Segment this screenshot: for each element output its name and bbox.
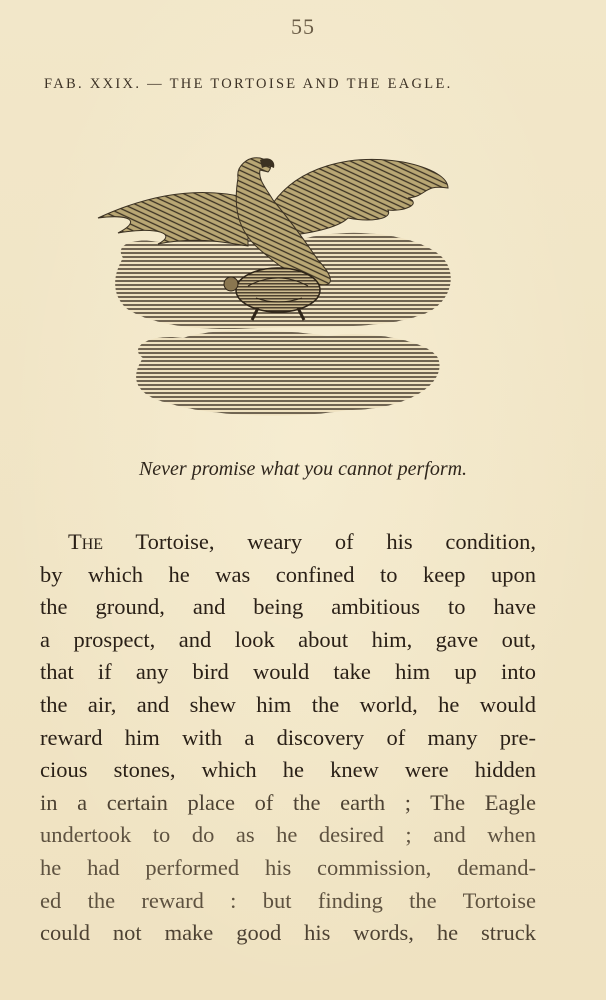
text-line: a prospect, and look about him, gave out, — [40, 626, 536, 652]
text-line: cious stones, which he knew were hidden — [40, 757, 536, 783]
text-line: reward him with a discovery of many pre- — [40, 724, 536, 750]
text-line: the air, and shew him the world, he would — [40, 691, 536, 717]
text-line: that if any bird would take him up into — [40, 659, 536, 685]
eagle-right-wing — [273, 159, 448, 236]
tortoise-shell — [236, 268, 320, 312]
text-line: The Tortoise, weary of his condition, — [68, 529, 536, 554]
text-line: by which he was confined to keep upon — [40, 561, 536, 587]
eagle-left-wing — [98, 193, 248, 246]
text-line: he had performed his commission, demand- — [40, 854, 536, 880]
page-number: 55 — [291, 14, 315, 39]
text-line: in a certain place of the earth ; The Eagle — [40, 789, 536, 815]
text-line: the ground, and being ambitious to have — [40, 594, 536, 620]
running-head: FAB. XXIX. — THE TORTOISE AND THE EAGLE. — [44, 76, 453, 92]
text-line: undertook to do as he desired ; and when — [40, 822, 536, 848]
text-line: could not make good his words, he struck — [40, 920, 536, 946]
cloud-lower — [136, 330, 439, 415]
eagle-tortoise-woodcut — [88, 148, 458, 428]
opening-word: The — [68, 529, 104, 554]
tortoise-head — [224, 277, 238, 291]
fable-moral: Never promise what you cannot perform. — [138, 458, 468, 480]
text-line: ed the reward : but finding the Tortoise — [40, 887, 536, 913]
fable-text — [40, 526, 536, 950]
